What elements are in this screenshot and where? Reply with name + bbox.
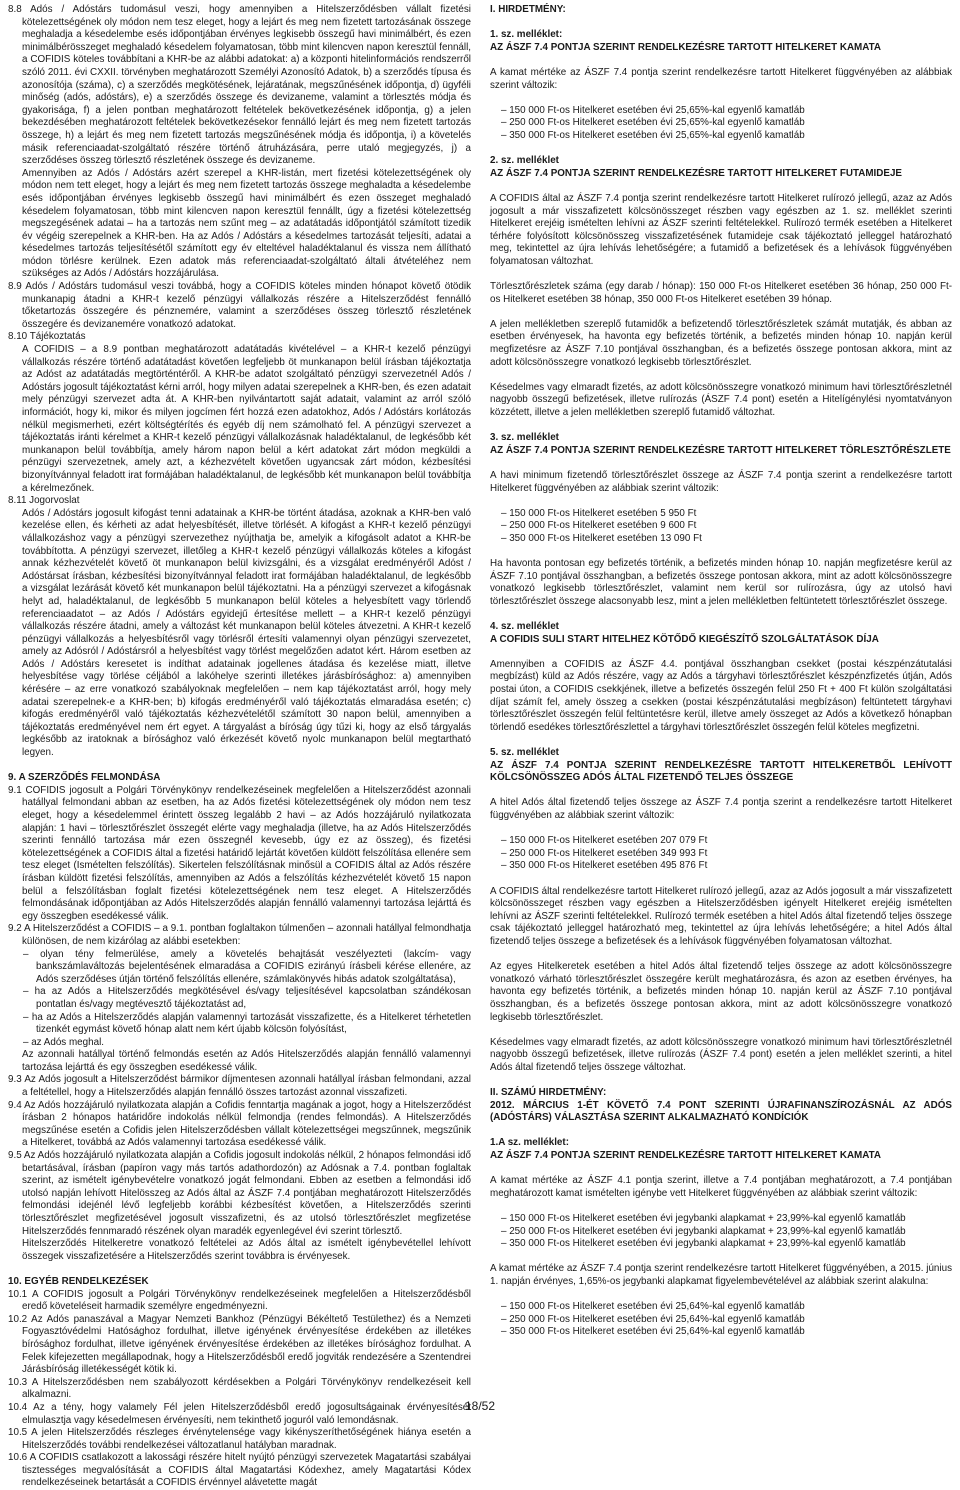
paragraph: 9.1 COFIDIS jogosult a Polgári Törvénykönyv rendelkezéseinek megfelelően a Hitelszerződést azonnali hatállyal felmondani abban az esetben, ha az Adós fizetési kötelezettségének oly módon nem tesz eleget, hogy a késedelemmel érintett összeg legalább 2 havi – az Adós hozzájáruló nyilatkozata alapján: 1 havi – törlesztőrészlet összegét elérte vagy meghaladja (illetve, ha az Adós Hitelszerződés szerinti fennálló tartozása már ezen összegnél kevesebb, úgy ez az összeg), és fizetési kötelezettségének a COFIDIS által a fizetési határidő lejártát követően küldött felszólítása ellenére sem tesz eleget (Ismételten felszólítás). Sikertelen felszólításnak minősül a COFIDIS által az Adós részére írásban küldött fizetési felszólítás, amennyiben az Adós a felszólítás kézhezvételét követő 15 napon belül a felszólításban foglalt fizetési kötelezettségének nem tesz eleget. A Hitelszerződés felmondásának időpontjában az Adós Hitelszerződés alapján fennálló valamennyi tartozása lejárttá és egy összegben esedékessé válik.	[8, 784, 471, 922]
section-heading: 3. sz. melléklet	[490, 432, 559, 444]
section-heading: 9. A SZERZŐDÉS FELMONDÁSA	[8, 772, 161, 784]
section-heading: 4. sz. melléklet	[490, 621, 559, 633]
paragraph: Törlesztőrészletek száma (egy darab / hónap): 150 000 Ft-os Hitelkeret esetében 36 hónap, 250 000 Ft-os Hitelkeret esetében 38 hónap, 350 000 Ft-os Hitelkeret esetében 39 hónap.	[490, 281, 952, 305]
spacer	[490, 180, 952, 193]
paragraph: – 150 000 Ft-os Hitelkeret esetében 5 950 Ft	[501, 507, 697, 519]
spacer	[490, 420, 952, 433]
left-column	[8, 4, 471, 1490]
spacer	[490, 54, 952, 67]
spacer	[490, 369, 952, 382]
paragraph: – 250 000 Ft-os Hitelkeret esetében évi jegybanki alapkamat + 23,99%-kal egyenlő kamatláb	[501, 1225, 906, 1237]
spacer	[490, 949, 952, 962]
paragraph: Hitelszerződés Hitelkeretre vonatkozó feltételei az Adós által az ismételt igénybevétellel lehívott összegek visszafizetésére a Hitelszerződés szerint továbbra is érvényesek.	[22, 1238, 471, 1262]
paragraph: – 350 000 Ft-os Hitelkeret esetében 495 876 Ft	[501, 860, 708, 872]
spacer	[490, 1024, 952, 1037]
section-heading: AZ ÁSZF 7.4 PONTJA SZERINT RENDELKEZÉSRE TARTOTT HITELKERET FUTAMIDEJE	[490, 167, 902, 179]
paragraph: Késedelmes vagy elmaradt fizetés, az adott kölcsönösszegre vonatkozó minimum havi törlesztőrészletnél nagyobb összegű befizetések, illetve rulírozás (ÁSZF 7.4 pont) esetén a Hitelígénylési nyomtatványon közzétett, illetve a jelen mellékletben szereplő futamidő változhat.	[490, 381, 952, 418]
section-heading: AZ ÁSZF 7.4 PONTJA SZERINT RENDELKEZÉSRE TARTOTT HITELKERET KAMATA	[490, 41, 882, 53]
paragraph: – 350 000 Ft-os Hitelkeret esetében évi 25,65%-kal egyenlő kamatláb	[501, 129, 805, 141]
paragraph: 10.2 Az Adós panaszával a Magyar Nemzeti Bankhoz (Pénzügyi Békéltető Testülethez) és a Nemzeti Fogyasztóvédelmi Hatósághoz fordulhat, illetve igényének érvényesítése érdekében az illetékes bírósághoz fordulhat, illetve igényének érvényesítése érdekében az illetékes bírósághoz fordulhat. A Felek kifejezetten megállapodnak, hogy a Hitelszerződésből eredő jogviták rendezésére a Szentendrei Járásbíróság illetékességét kötik ki.	[8, 1313, 471, 1376]
paragraph: 10.1 A COFIDIS jogosult a Polgári Törvénykönyv rendelkezéseinek megfelelően a Hitelszerződésből eredő követeléseit harmadik személyre engedményezni.	[8, 1288, 471, 1313]
paragraph: 10.5 A jelen Hitelszerződés részleges érvénytelensége vagy kikényszeríthetőségének hiánya esetén a Hitelszerződés további rendelkezései változatlanul hatályban maradnak.	[8, 1427, 471, 1451]
paragraph: – 350 000 Ft-os Hitelkeret esetében évi jegybanki alapkamat + 23,99%-kal egyenlő kamatláb	[501, 1238, 906, 1250]
section-heading: 1.A sz. melléklet:	[490, 1137, 569, 1149]
paragraph: 8.10 Tájékoztatás	[8, 331, 86, 343]
spacer	[490, 1289, 952, 1302]
spacer	[490, 143, 952, 156]
spacer	[490, 17, 952, 30]
right-column	[490, 4, 952, 1339]
page-number: 18/52	[464, 1399, 496, 1413]
paragraph: 8.8 Adós / Adóstárs tudomásul veszi, hogy amennyiben a Hitelszerződésben vállalt fizetési kötelezettségének oly módon nem tesz eleget, hogy a lejárt és meg nem fizetett tartozásának összege meghaladja a késedelembe esés időpontjában érvényes legkisebb összegű havi minimálbért, és ezen minimálbérösszeget meghaladó késedelem folyamatosan, több mint kilencven napon keresztül fennáll, a COFIDIS köteles továbbítani a KHR-be az alábbi adatokat: a) a központi hitelinformációs rendszerről szóló 2011. évi CXXII. törvényben meghatározott Személyi Azonosító Adatok, b) a szerződés típusa és azonosítója (száma), c) a szerződés megkötésének, lejáratának, megszűnésének időpontja, d) ügyféli minőség (adós, adóstárs), e) a szerződés összege és devizaneme, valamint a törlesztés módja és gyakorisága, f) a jelen pontban meghatározott feltételek bekövetkezésének időpontja, g) a jelen bekezdésében meghatározott feltételek bekövetkezésekor fennálló lejárt és meg nem fizetett tartozás összege, h) a lejárt és meg nem fizetett tartozás megszűnésének módja és időpontja, i) a követelés másik referenciaadat-szolgáltató részére történő átruházására, perre utaló megjegyzés, j) a szerződéses összeg törlesztő részletének összege és devizaneme.	[8, 4, 471, 167]
paragraph: 9.2 A Hitelszerződést a COFIDIS – a 9.1. pontban foglaltakon túlmenően – azonnali hatállyal felmondhatja különösen, de nem kizárólag az alábbi esetekben:	[8, 923, 471, 947]
section-heading: AZ ÁSZF 7.4 PONTJA SZERINT RENDELKEZÉSRE TARTOTT HITELKERET TÖRLESZTŐRÉSZLETE	[490, 444, 951, 456]
spacer	[490, 1200, 952, 1213]
section-heading: 1. sz. melléklet:	[490, 29, 563, 41]
spacer	[490, 268, 952, 281]
section-heading: A COFIDIS SULI START HITELHEZ KÖTŐDŐ KIEGÉSZÍTŐ SZOLGÁLTATÁSOK DÍJA	[490, 633, 879, 645]
paragraph: – 250 000 Ft-os Hitelkeret esetében 349 993 Ft	[501, 847, 708, 859]
paragraph: – 150 000 Ft-os Hitelkeret esetében évi 25,65%-kal egyenlő kamatláb	[501, 104, 805, 116]
section-heading: II. SZÁMÚ HIRDETMÉNY:	[490, 1087, 607, 1099]
paragraph: 9.5 Az Adós hozzájáruló nyilatkozata alapján a Cofidis jogosult indokolás nélkül, 2 hónapos felmondási idő betartásával, írásban (papíron vagy más tartós adathordozón) az Adósnak a 7.4. pontban foglaltak szerint, az ismételt igénybevételre vonatkozó jogát felmondani. Ebben az esetben a felmondási idő utolsó napján lehívott Hitelösszeg az Adós által az ÁSZF 7.4 pontjában meghatározott Hitelszerződés felmondási idejénél lévő legfeljebb korábbi kézbesítést követően, a Hitelszerződés szerinti törlesztőrészlet megfizetésével jogosult visszafizetni, és az utolsó törlesztőrészlet megfizetése Hitelszerződés fennmaradó részének olyan maradék egyenlegével évi szerint törlesztő.	[8, 1150, 471, 1237]
paragraph: Amennyiben az Adós / Adóstárs azért szerepel a KHR-listán, mert fizetési kötelezettségének oly módon nem tett eleget, hogy a lejárt és meg nem fizetett tartozás összege meghaladta a késedelembe esés időpontjában érvényes legkisebb összegű havi minimálbért és ezen összeget meghaladó késedelem folyamatosan, több mint kilencven napon keresztül fennállt, úgy a fizetési kötelezettség megszegésének adatai – ha a tartozás nem szűnt meg – az adatátadás időpontjától számított tizedik év végéig szerepelnek a KHR-ben. Ha az Adós / Adóstárs a késedelmes tartozását teljesíti, adatai a késedelmes tartozás teljesítésétől számított egy év elteltével haladéktalanul és vissza nem állítható módon törlésre kerülnek. Ezen adatok más referenciaadat-szolgáltató általi átvételéhez nem szükséges az Adós / Adóstárs hozzájárulása.	[22, 167, 471, 280]
paragraph: – 250 000 Ft-os Hitelkeret esetében 9 600 Ft	[501, 520, 697, 532]
section-heading: 5. sz. melléklet	[490, 747, 559, 759]
paragraph: A COFIDIS által az ÁSZF 7.4 pontja szerint rendelkezésre tartott Hitelkeret rulírozó jellegű, azaz az Adós jogosult a már visszafizetett kölcsönösszeget részben vagy egészben az 1. sz. melléklet szerinti Hitelkeret erejéig ismételten lehívni az ÁSZF szerinti feltételekkel. Rulírozó termék esetében a Hitelkeret térhére folyósított kölcsönösszeg visszafizetésének futamideje csak tájékoztató jelleggel határozható meg, tekintettel az újra lehívás lehetőségére; a futamidő a befizetések és a lehívások függvényében folyamatosan változhat.	[490, 192, 952, 267]
spacer	[490, 495, 952, 508]
spacer	[490, 873, 952, 886]
paragraph: Adós / Adóstárs jogosult kifogást tenni adatainak a KHR-be történt átadása, azoknak a KHR-ben való kezelése ellen, és kérheti az adat helyesbítését, illetve törlését. A kifogást a KHR-t kezelő pénzügyi vállalkozáshoz vagy a pénzügyi szervezethez nyújthatja be, amelyik a kifogásolt adatot a KHR-be továbbította. A pénzügyi szervezet, illetőleg a KHR-t kezelő pénzügyi vállalkozás köteles a kifogást annak kézhezvételét követő öt munkanapon belül kivizsgálni, és a vizsgálat eredményéről Adóst / Adóstársat írásban, kézbesítési bizonyítvánnyal feladott irat formájában haladéktalanul, de legkésőbb a vizsgálat lezárását követő két munkanapon belül tájékoztatni. Ha a pénzügyi szervezet a kifogásnak helyt ad, haladéktalanul, de legkésőbb 5 munkanapon belül köteles a helyesbített vagy törlendő referenciaadatot – az Adós / Adóstárs egyidejű értesítése mellett – a KHR-t kezelő pénzügyi vállalkozás részére átadni, amely a változást két munkanapon belül köteles átvezetni. A KHR-t kezelő pénzügyi vállalkozás a helyesbítésről vagy törlésről értesíti valamennyi olyan pénzügyi szervezetet, amely az Adósról / Adóstársról a helyesbítést vagy törlést megelőzően adatot kért. Három esetben az Adós / Adóstárs keresetet is indíthat adatainak jogellenes átadása és kezelése miatt, illetve helyesbítése vagy törlése céljából a lakóhelye szerinti illetékes járásbírósághoz: a) amennyiben kérésére – az erre vonatkozó szabályoknak megfelelően – nem kap tájékoztatást arról, hogy mely adatai szerepelnek-e a KHR-ben; b) kifogás eredményéről való tájékoztatás elmaradása esetén; c) kifogás eredményéről való tájékoztatás kézhezvételétől számított 30 napon belül, amennyiben a tájékoztatás eredményével nem ért egyet. A tárgyalást a bíróság úgy tűzi ki, hogy az első tárgyalás legkésőbb az iratoknak a bírósághoz való érkezését követő nyolc munkanapon belül megtartható legyen.	[22, 507, 471, 759]
section-heading: AZ ÁSZF 7.4 PONTJA SZERINT RENDELKEZÉSRE TARTOTT HITELKERETBŐL LEHÍVOTT KÖLCSÖNÖSSZEG ADÓS ÁLTAL FIZETENDŐ TELJES ÖSSZEGE	[490, 759, 952, 784]
section-heading: I. HIRDETMÉNY:	[490, 4, 566, 15]
paragraph: – ha az Adós a Hitelszerződés megkötésével és/vagy teljesítésével kapcsolatban szándékosan pontatlan és/vagy megtévesztő tájékoztatást ad,	[23, 986, 471, 1010]
paragraph: 8.9 Adós / Adóstárs tudomásul veszi továbbá, hogy a COFIDIS köteles minden hónapot követő ötödik munkanapig átadni a KHR-t kezelő pénzügyi vállalkozás részére a Hitelszerződést fennálló tőketartozás összegére és pénznemére, valamint a szerződéses összeg törlesztő részletének összegére és devizanemére vonatkozó adatokat.	[8, 281, 471, 330]
spacer	[490, 823, 952, 836]
spacer	[490, 1074, 952, 1087]
paragraph: Késedelmes vagy elmaradt fizetés, az adott kölcsönösszegre vonatkozó minimum havi törlesztőrészletnél nagyobb összegű befizetések, illetve rulírozás (ÁSZF 7.4 pont) esetén a jelen melléklet szerinti, a hitel Adós által fizetendő teljes összege változhat.	[490, 1036, 952, 1073]
section-heading: AZ ÁSZF 7.4 PONTJA SZERINT RENDELKEZÉSRE TARTOTT HITELKERET KAMATA	[490, 1150, 882, 1162]
paragraph: – 350 000 Ft-os Hitelkeret esetében évi 25,64%-kal egyenlő kamatláb	[501, 1326, 805, 1338]
paragraph: – 150 000 Ft-os Hitelkeret esetében évi jegybanki alapkamat + 23,99%-kal egyenlő kamatláb	[501, 1213, 906, 1224]
paragraph: A kamat mértéke az ÁSZF 4.1 pontja szerint, illetve a 7.4 pontjában meghatározott, a 7.4 pontjában meghatározott kamat ismételten igénybe vett Hitelkeret függvényében az alábbiak szerint változik:	[490, 1175, 952, 1199]
paragraph: 9.3 Az Adós jogosult a Hitelszerződést bármikor díjmentesen azonnali hatállyal írásban felmondani, azzal a feltétellel, hogy a Hitelszerződés alapján fennálló összes tartozást azonnal visszafizeti.	[8, 1074, 471, 1099]
paragraph: A COFIDIS által rendelkezésre tartott Hitelkeret rulírozó jellegű, azaz az Adós jogosult a már visszafizetett kölcsönösszeget részben vagy egészben a Hitelszerződésben igényelt Hitelkeret erejéig ismételten lehívni az ÁSZF szerinti feltételekkel. Rulírozó termék esetében a hitel Adós által fizetendő teljes összege csak tájékoztató jelleggel határozható meg, tekintettel az újra lehívás lehetőségére; a hitel Adós által fizetendő teljes összege a befizetések és a lehívások függvényében folyamatosan változhat.	[490, 885, 952, 947]
paragraph: – az Adós meghal.	[23, 1036, 104, 1048]
spacer	[490, 546, 952, 559]
spacer	[490, 1125, 952, 1138]
paragraph: A kamat mértéke az ÁSZF 7.4 pontja szerint rendelkezésre tartott Hitelkeret függvényében, a 2015. június 1. napján érvényes, 1,65%-os jegybanki alapkamat figyelembevételével az alábbiak szerint alakulna:	[490, 1263, 952, 1287]
spacer	[490, 92, 952, 105]
paragraph: 9.4 Az Adós hozzájáruló nyilatkozata alapján a Cofidis fenntartja magának a jogot, hogy a Hitelszerződést írásban 2 hónapos határidőre indokolás nélkül felmondja (rendes felmondás). A Hitelszerződés megszűnése esetén a Cofidis jelen Hitelszerződésben vállalt kötelezettségei megszűnnek, megszűnik a Hitelkeret, továbbá az Adós valamennyi tartozása esedékessé válik.	[8, 1099, 471, 1149]
spacer	[8, 760, 471, 773]
section-heading: 10. EGYÉB RENDELKEZÉSEK	[8, 1275, 149, 1287]
spacer	[490, 785, 952, 798]
paragraph: Az egyes Hitelkeretek esetében a hitel Adós által fizetendő teljes összege az adott kölcsönösszegre vonatkozó várható törlesztőrészlet összegére került meghatározásra, és azon az esetben érvényes, ha havonta egy befizetés történik, a befizetés minden hónap 10. napján kerül az ÁSZF 7.10 pontjával összhangban, és a befizetés összege pontosan akkora, mint az adott kölcsönösszegre vonatkozó legkisebb törlesztőrészlet.	[490, 961, 952, 1023]
paragraph: Az azonnali hatállyal történő felmondás esetén az Adós Hitelszerződés alapján fennálló valamennyi tartozása lejárttá és egy összegben esedékessé válik.	[22, 1049, 471, 1073]
spacer	[490, 1163, 952, 1176]
section-heading: 2. sz. melléklet	[490, 155, 559, 167]
spacer	[490, 457, 952, 470]
paragraph: – ha az Adós a Hitelszerződés alapján valamennyi tartozását visszafizette, és a Hitelkeret térhetetlen tizenkét egymást követő hónap alatt nem kért újabb kölcsön folyósítást,	[23, 1011, 471, 1036]
paragraph: – olyan tény felmerülése, amely a követelés behajtását veszélyezteti (lakcím- vagy bankszámlaváltozás bejelentésének elmaradása a COFIDIS ezirányú írásbeli kérése ellenére, az Adós szerződéses útján történő felszólítás ellenére, számlakönyvés hibás adatok szolgáltatása),	[23, 948, 471, 985]
section-heading: 2012. MÁRCIUS 1-ÉT KÖVETŐ 7.4 PONT SZERINTI ÚJRAFINANSZÍROZÁSNÁL AZ ADÓS (ADÓSTÁRS) VÁLASZTÁSA SZERINT ALKALMAZHATÓ KONDÍCIÓK	[490, 1099, 952, 1124]
paragraph: A COFIDIS – a 8.9 pontban meghatározott adatátadás kivételével – a KHR-t kezelő pénzügyi vállalkozás részére történő adatátadást követően legfeljebb öt munkanapon belül írásban tájékoztatja az Adóst az adatátadás megtörténtéről. A KHR-be adatot szolgáltató pénzügyi szervezetnél Adós / Adóstárs jogosult tájékoztatást kérni arról, hogy milyen adatai szerepelnek a KHR-ben, és ezen adatait mely pénzügyi szervezet adta át. A KHR-ben nyilvántartott saját adatait, valamint az arról szóló információt, hogy ki, mikor és milyen jogcímen fért hozzá ezen adatokhoz, Adós / Adóstárs korlátozás nélkül megismerheti, ezért költségtérítés és egyéb díj nem számolható fel. A pénzügyi szervezet a tájékoztatás iránti kérelmet a KHR-t kezelő pénzügyi vállalkozásnak haladéktalanul, de legkésőbb két munkanapon belül továbbítja, amely három napon belül a kért adatokat zárt módon megküldi a pénzügyi szervezetnek, amely azt, a kézhezvételt követően ugyancsak zárt módon, kézbesítési bizonyítvánnyal feladott irat formájában haladéktalanul, de legkésőbb két munkanapon belül továbbítja a kérelmezőnek.	[22, 344, 471, 494]
paragraph: Amennyiben a COFIDIS az ÁSZF 4.4. pontjával összhangban csekket (postai készpénzátutalási megbízást) küld az Adós részére, vagy az Adós a tárgyhavi törlesztőrészlet készpénzfizetés útján, Adós postai úton, a COFIDIS csekkjének, illetve a befizetés összegén felül 250 Ft + 400 Ft külön szolgáltatási díjat számít fel, amely összeg a csekken (postai készpénzátutalási megbízáson) feltüntetett tárgyhavi törlesztőrészlet összegén felül feltüntetésre kerül, illetve amely összeget az Adós a következő hónapban törlendő esedékes törlesztőrészlettel a tárgyhavi törlesztőrészlet összegén felül köteles megfizetni.	[490, 658, 952, 733]
spacer	[8, 1263, 471, 1276]
paragraph: 10.6 A COFIDIS csatlakozott a lakossági részére hitelt nyújtó pénzügyi szervezetek Magatartási szabályai tisztességes megvalósítását a COFIDIS által Magatartási Kódexhez, amely Magatartási Kódex rendelkezéseinek betartását a COFIDIS érvénnyel alávetette magát	[8, 1452, 471, 1489]
paragraph: 8.11 Jogorvoslat	[8, 495, 80, 507]
paragraph: 10.3 A Hitelszerződésben nem szabályozott kérdésekben a Polgári Törvénykönyv rendelkezéseit kell alkalmazni.	[8, 1376, 471, 1401]
spacer	[490, 646, 952, 659]
spacer	[490, 609, 952, 622]
spacer	[490, 734, 952, 747]
spacer	[490, 306, 952, 319]
paragraph: A havi minimum fizetendő törlesztőrészlet összege az ÁSZF 7.4 pontja szerint a rendelkezésre tartott Hitelkeret függvényében az alábbiak szerint változik:	[490, 469, 952, 494]
paragraph: 10.4 Az a tény, hogy valamely Fél jelen Hitelszerződésből eredő jogosultságainak érvényesítését elmulasztja vagy késedelmesen érvényesíti, nem tekinthető joguról való lemondásnak.	[8, 1401, 471, 1426]
paragraph: A kamat mértéke az ÁSZF 7.4 pontja szerint rendelkezésre tartott Hitelkeret függvényében az alábbiak szerint változik:	[490, 66, 952, 91]
spacer	[490, 1251, 952, 1264]
paragraph: – 150 000 Ft-os Hitelkeret esetében évi 25,64%-kal egyenlő kamatláb	[501, 1301, 805, 1313]
paragraph: A jelen mellékletben szereplő futamidők a befizetendő törlesztőrészletek számát mutatják, és abban az esetben érvényesek, ha havonta egy befizetés történik, a befizetés minden hónap 10. napján kerül megfizetésre az ÁSZF 7.10 pontjával összhangban, és a befizetés összege pontosan akkora, mint az adott kölcsönösszegre vonatkozó legkisebb törlesztőrészlet.	[490, 318, 952, 368]
paragraph: A hitel Adós által fizetendő teljes összege az ÁSZF 7.4 pontja szerint a rendelkezésre tartott Hitelkeret függvényében az alábbiak szerint változik:	[490, 797, 952, 821]
paragraph: – 150 000 Ft-os Hitelkeret esetében 207 079 Ft	[501, 835, 708, 847]
paragraph: – 250 000 Ft-os Hitelkeret esetében évi 25,64%-kal egyenlő kamatláb	[501, 1313, 805, 1325]
paragraph: Ha havonta pontosan egy befizetés történik, a befizetés minden hónap 10. napján megfizetésre kerül az ÁSZF 7.10 pontjával összhangban, a befizetés összege pontosan akkora, mint az adott kölcsönösszegre vonatkozó legkisebb törlesztőrészlet, valamint nem kerül sor rulírozásra, úgy az utolsó havi törlesztőrészlet összege alacsonyabb lesz, mint a jelen mellékletben feltüntetett törlesztőrészlet összege.	[490, 558, 952, 607]
paragraph: – 250 000 Ft-os Hitelkeret esetében évi 25,65%-kal egyenlő kamatláb	[501, 117, 805, 129]
paragraph: – 350 000 Ft-os Hitelkeret esetében 13 090 Ft	[501, 532, 702, 544]
